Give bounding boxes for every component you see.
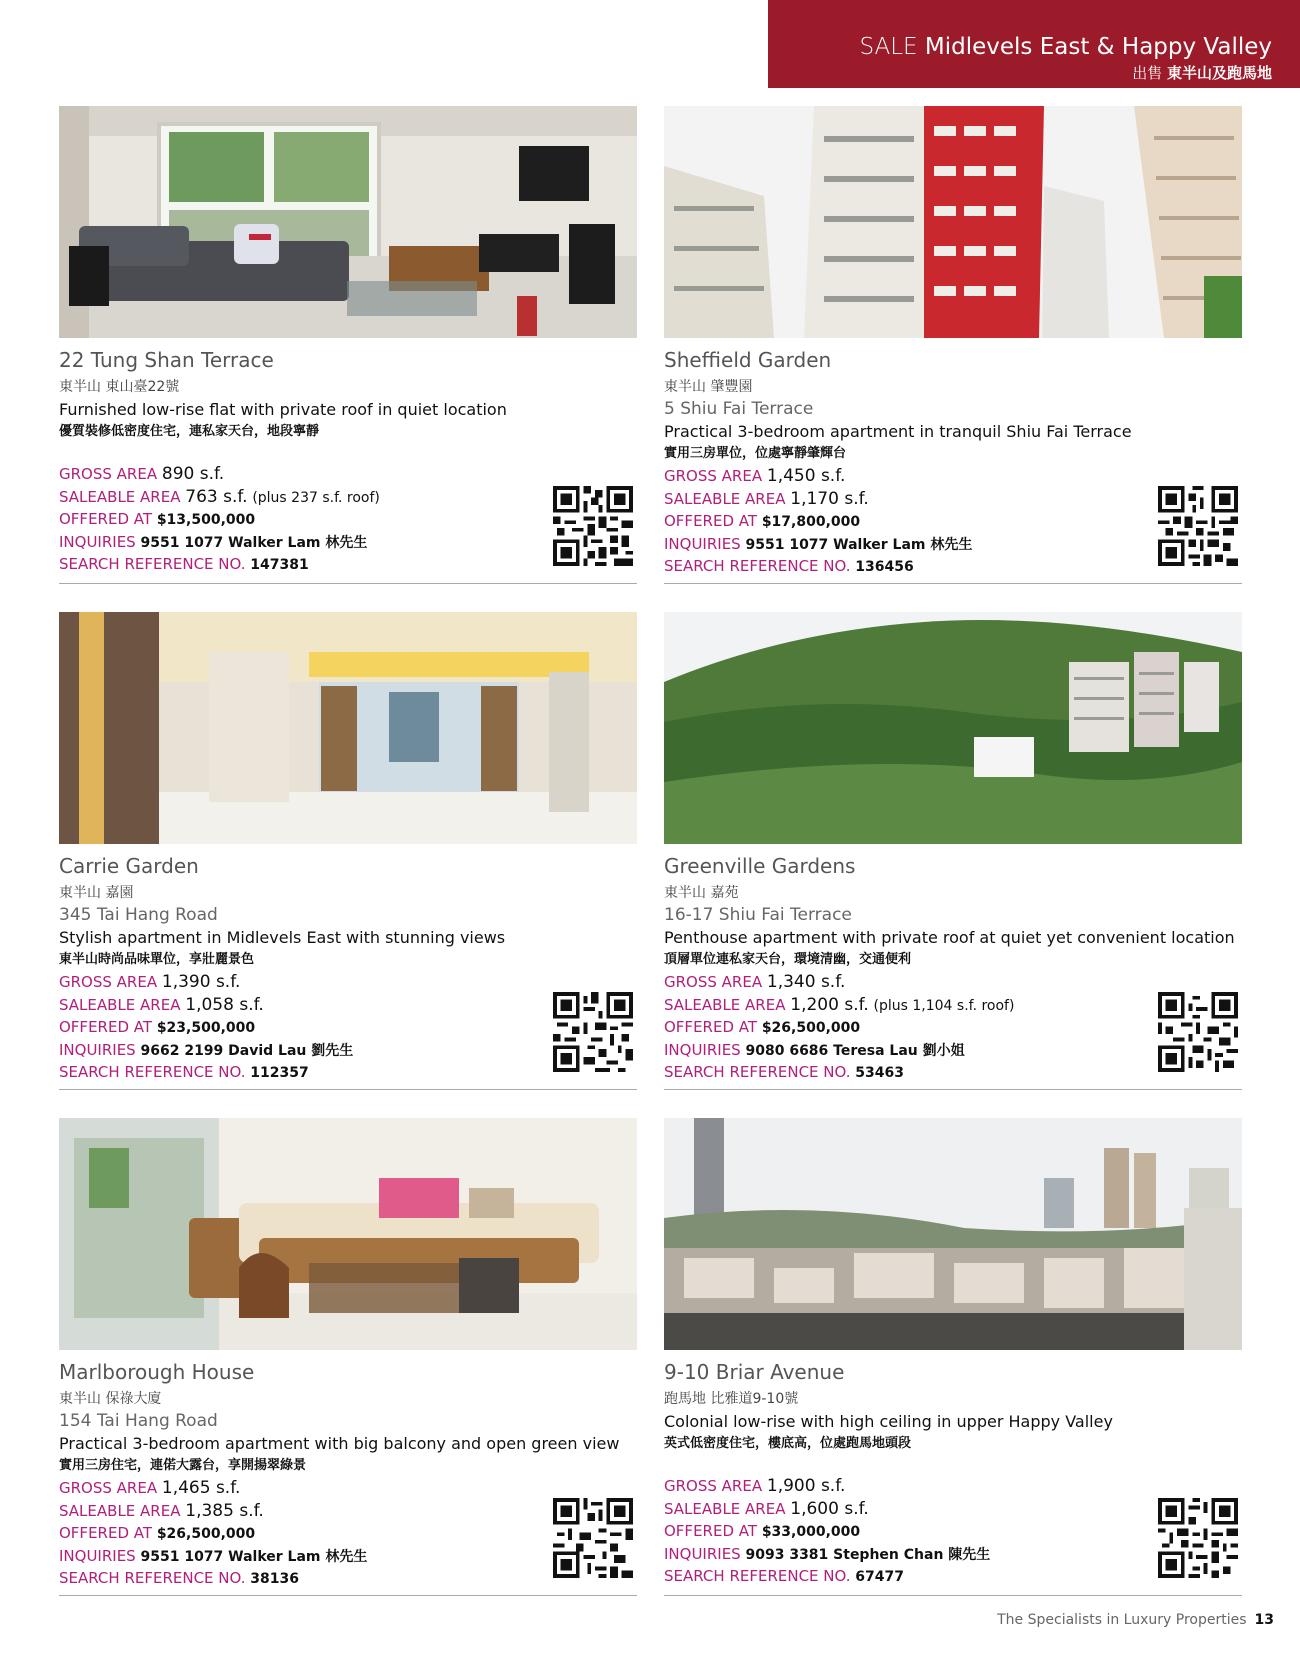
listing-description-cn: 實用三房住宅，連偌大露台，享開揚翠綠景	[59, 1458, 307, 1473]
saleable-area-value: 1,058 s.f.	[185, 994, 264, 1015]
saleable-area-extra: (plus 237 s.f. roof)	[252, 489, 380, 506]
listing-description: Practical 3-bedroom apartment with big balcony and open green view	[59, 1434, 620, 1453]
banner-title	[859, 34, 1272, 60]
inquiries-row	[664, 1543, 1242, 1566]
inquiries-contact[interactable]: 9551 1077 Walker Lam 林先生	[140, 1548, 368, 1565]
page-number: 13	[1254, 1612, 1274, 1628]
listing-description-cn: 東半山時尚品味單位，享壯麗景色	[59, 952, 255, 967]
saleable-area-label: SALEABLE AREA	[59, 995, 181, 1014]
inquiries-row	[59, 1545, 637, 1568]
gross-area-value: 1,450 s.f.	[766, 466, 846, 486]
gross-area-row	[664, 1475, 1242, 1498]
saleable-area-extra: (plus 1,104 s.f. roof)	[873, 997, 1015, 1014]
inquiries-label: INQUIRIES	[664, 1544, 741, 1563]
qr-code-icon[interactable]	[553, 486, 633, 566]
listing-card[interactable]	[59, 1118, 637, 1598]
offered-price: $13,500,000	[156, 512, 256, 528]
reference-number: 67477	[855, 1569, 904, 1585]
listing-address: 154 Tai Hang Road	[59, 1411, 218, 1431]
listing-name-cn: 東半山 嘉苑	[664, 885, 739, 901]
offered-label: OFFERED AT	[59, 1524, 153, 1542]
qr-code-icon[interactable]	[1158, 992, 1238, 1072]
listing-photo[interactable]	[664, 106, 1242, 338]
reference-row	[664, 1565, 1242, 1588]
listing-card[interactable]	[59, 612, 637, 1092]
offered-row	[664, 1016, 1242, 1039]
saleable-area-label: SALEABLE AREA	[664, 489, 786, 508]
offered-row	[664, 510, 1242, 533]
card-divider	[59, 1595, 637, 1596]
offered-price: $23,500,000	[156, 1020, 256, 1036]
listing-name-cn: 跑馬地 比雅道9-10號	[664, 1391, 799, 1407]
card-divider	[59, 583, 637, 584]
saleable-area-row	[664, 994, 1242, 1017]
listing-name-cn: 東半山 保祿大廈	[59, 1391, 162, 1407]
listing-card[interactable]	[664, 106, 1242, 586]
saleable-area-value: 1,385 s.f.	[185, 1500, 264, 1521]
offered-price: $26,500,000	[156, 1526, 256, 1542]
inquiries-label: INQUIRIES	[664, 534, 741, 553]
listing-address: 5 Shiu Fai Terrace	[664, 399, 814, 419]
gross-area-row	[59, 463, 637, 486]
offered-label: OFFERED AT	[664, 512, 758, 530]
saleable-area-value: 763 s.f.	[185, 486, 248, 507]
reference-number: 147381	[250, 557, 309, 573]
reference-number: 136456	[855, 559, 914, 575]
reference-number: 53463	[855, 1065, 904, 1081]
saleable-area-row	[59, 1500, 637, 1523]
offered-price: $26,500,000	[761, 1020, 861, 1036]
section-banner	[768, 0, 1300, 88]
gross-area-label: GROSS AREA	[59, 973, 158, 991]
card-divider	[664, 1595, 1242, 1596]
reference-row	[59, 553, 637, 576]
listing-description: Practical 3-bedroom apartment in tranquil Shiu Fai Terrace	[664, 422, 1132, 441]
listing-address: 345 Tai Hang Road	[59, 905, 218, 925]
listing-card[interactable]	[664, 612, 1242, 1092]
listing-title[interactable]: 9-10 Briar Avenue	[664, 1360, 845, 1384]
gross-area-label: GROSS AREA	[664, 973, 763, 991]
inquiries-contact[interactable]: 9093 3381 Stephen Chan 陳先生	[745, 1546, 991, 1563]
gross-area-row	[59, 1477, 637, 1500]
listing-name-cn: 東半山 東山臺22號	[59, 379, 180, 395]
inquiries-contact[interactable]: 9080 6686 Teresa Lau 劉小姐	[745, 1042, 965, 1059]
saleable-area-row	[664, 1498, 1242, 1521]
saleable-area-label: SALEABLE AREA	[664, 995, 786, 1014]
listing-description: Stylish apartment in Midlevels East with stunning views	[59, 928, 506, 947]
listing-photo[interactable]	[59, 612, 637, 844]
gross-area-label: GROSS AREA	[664, 467, 763, 485]
inquiries-label: INQUIRIES	[59, 1546, 136, 1565]
reference-label: SEARCH REFERENCE NO.	[59, 1569, 246, 1587]
saleable-area-value: 1,600 s.f.	[790, 1498, 869, 1519]
inquiries-contact[interactable]: 9551 1077 Walker Lam 林先生	[140, 534, 368, 551]
inquiries-row	[664, 1039, 1242, 1062]
banner-title-cn	[1132, 62, 1272, 83]
listing-address: 16-17 Shiu Fai Terrace	[664, 905, 852, 925]
listing-photo[interactable]	[59, 1118, 637, 1350]
inquiries-row	[59, 531, 637, 554]
page-footer	[997, 1612, 1274, 1628]
inquiries-label: INQUIRIES	[664, 1040, 741, 1059]
listing-description: Colonial low-rise with high ceiling in upper Happy Valley	[664, 1412, 1113, 1431]
qr-code-icon[interactable]	[1158, 486, 1238, 566]
saleable-area-row	[59, 486, 637, 509]
offered-row	[59, 1522, 637, 1545]
listing-title[interactable]: Sheffield Garden	[664, 348, 832, 372]
gross-area-value: 890 s.f.	[161, 464, 225, 484]
banner-sale-cn: 出售	[1132, 64, 1163, 82]
card-divider	[59, 1089, 637, 1090]
gross-area-label: GROSS AREA	[59, 1479, 158, 1497]
listing-description-cn: 實用三房單位，位處寧靜肇輝台	[664, 446, 847, 461]
offered-row	[59, 1016, 637, 1039]
card-divider	[664, 583, 1242, 584]
inquiries-row	[664, 533, 1242, 556]
saleable-area-label: SALEABLE AREA	[664, 1499, 786, 1518]
reference-label: SEARCH REFERENCE NO.	[664, 557, 851, 575]
inquiries-contact[interactable]: 9551 1077 Walker Lam 林先生	[745, 536, 973, 553]
offered-row	[664, 1520, 1242, 1543]
inquiries-label: INQUIRIES	[59, 1040, 136, 1059]
listing-name-cn: 東半山 肇豐園	[664, 379, 753, 395]
inquiries-label: INQUIRIES	[59, 532, 136, 551]
listing-title[interactable]: 22 Tung Shan Terrace	[59, 348, 274, 372]
reference-label: SEARCH REFERENCE NO.	[59, 1063, 246, 1081]
offered-label: OFFERED AT	[59, 1018, 153, 1036]
reference-row	[59, 1061, 637, 1084]
banner-sale: SALE	[859, 34, 918, 60]
gross-area-value: 1,390 s.f.	[161, 972, 241, 992]
saleable-area-value: 1,170 s.f.	[790, 488, 869, 509]
qr-code-icon[interactable]	[553, 992, 633, 1072]
card-divider	[664, 1089, 1242, 1090]
qr-code-icon[interactable]	[1158, 1498, 1238, 1578]
offered-price: $17,800,000	[761, 514, 861, 530]
listing-card[interactable]	[664, 1118, 1242, 1598]
listing-title[interactable]: Marlborough House	[59, 1360, 255, 1384]
reference-row	[59, 1567, 637, 1590]
saleable-area-label: SALEABLE AREA	[59, 487, 181, 506]
reference-row	[664, 1061, 1242, 1084]
saleable-area-value: 1,200 s.f.	[790, 994, 869, 1015]
listing-photo[interactable]	[59, 106, 637, 338]
saleable-area-label: SALEABLE AREA	[59, 1501, 181, 1520]
listing-description-cn: 頂層單位連私家天台，環境清幽，交通便利	[664, 952, 912, 967]
offered-label: OFFERED AT	[59, 510, 153, 528]
listing-photo[interactable]	[664, 1118, 1242, 1350]
gross-area-label: GROSS AREA	[59, 465, 158, 483]
listing-title[interactable]: Greenville Gardens	[664, 854, 856, 878]
gross-area-value: 1,340 s.f.	[766, 972, 846, 992]
inquiries-contact[interactable]: 9662 2199 David Lau 劉先生	[140, 1042, 354, 1059]
reference-label: SEARCH REFERENCE NO.	[59, 555, 246, 573]
reference-label: SEARCH REFERENCE NO.	[664, 1567, 851, 1585]
offered-label: OFFERED AT	[664, 1522, 758, 1540]
saleable-area-row	[59, 994, 637, 1017]
offered-price: $33,000,000	[761, 1524, 861, 1540]
inquiries-row	[59, 1039, 637, 1062]
footer-tagline: The Specialists in Luxury Properties	[997, 1612, 1247, 1628]
listing-description: Penthouse apartment with private roof at quiet yet convenient location	[664, 928, 1235, 947]
gross-area-label: GROSS AREA	[664, 1477, 763, 1495]
gross-area-row	[664, 971, 1242, 994]
reference-row	[664, 555, 1242, 578]
gross-area-value: 1,900 s.f.	[766, 1476, 846, 1496]
reference-label: SEARCH REFERENCE NO.	[664, 1063, 851, 1081]
listing-description: Furnished low-rise flat with private roof in quiet location	[59, 400, 507, 419]
reference-number: 112357	[250, 1065, 309, 1081]
banner-region: Midlevels East & Happy Valley	[924, 34, 1272, 60]
gross-area-row	[59, 971, 637, 994]
listing-name-cn: 東半山 嘉園	[59, 885, 134, 901]
listing-photo[interactable]	[664, 612, 1242, 844]
listing-description-cn: 英式低密度住宅，樓底高，位處跑馬地頭段	[664, 1436, 912, 1451]
listing-description-cn: 優質裝修低密度住宅，連私家天台，地段寧靜	[59, 424, 320, 439]
gross-area-value: 1,465 s.f.	[161, 1478, 241, 1498]
listing-card[interactable]	[59, 106, 637, 586]
saleable-area-row	[664, 488, 1242, 511]
listing-title[interactable]: Carrie Garden	[59, 854, 199, 878]
gross-area-row	[664, 465, 1242, 488]
qr-code-icon[interactable]	[553, 1498, 633, 1578]
offered-row	[59, 508, 637, 531]
offered-label: OFFERED AT	[664, 1018, 758, 1036]
banner-region-cn: 東半山及跑馬地	[1166, 64, 1272, 82]
reference-number: 38136	[250, 1571, 299, 1587]
